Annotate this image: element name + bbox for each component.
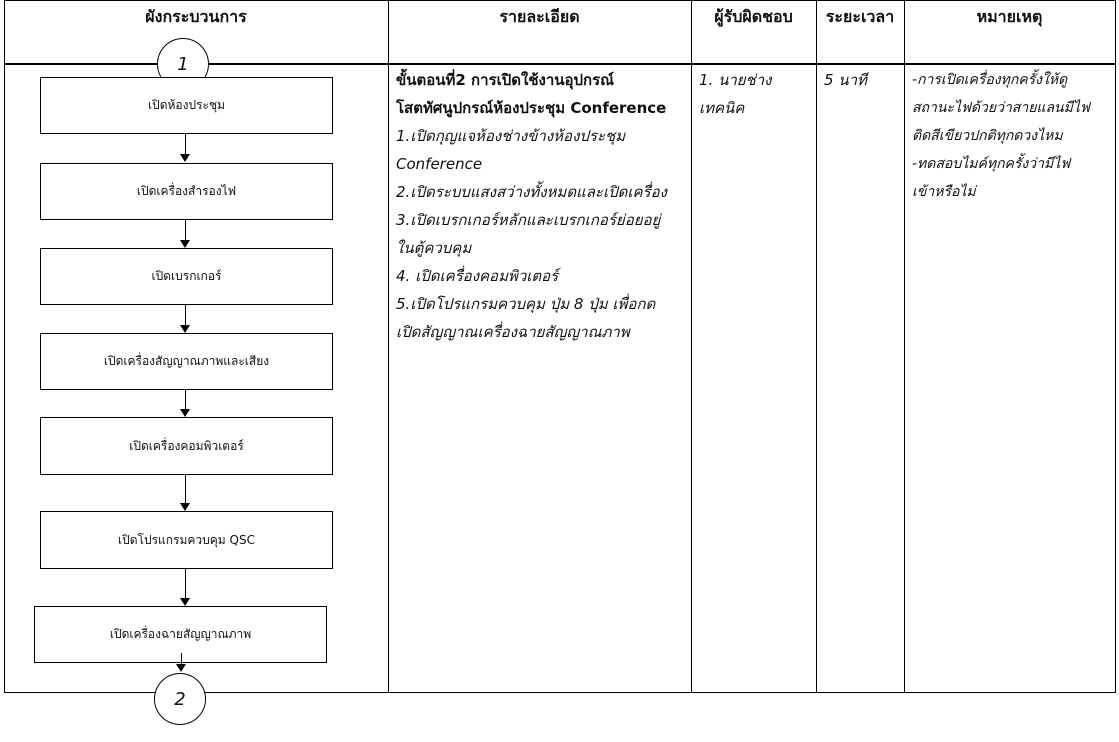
flow-step-3: เปิดเบรกเกอร์ bbox=[40, 248, 333, 305]
duration-cell bbox=[824, 66, 900, 94]
flow-arrow-2-line bbox=[185, 220, 186, 240]
flow-step-2: เปิดเครื่องสำรองไฟ bbox=[40, 163, 333, 220]
detail-line-5: ในตู้ควบคุม bbox=[396, 239, 472, 257]
flow-arrow-4-line bbox=[185, 390, 186, 409]
responsible-cell bbox=[699, 66, 811, 122]
flow-arrow-1-line bbox=[185, 134, 186, 154]
flow-step-7: เปิดเครื่องฉายสัญญาณภาพ bbox=[34, 606, 327, 663]
detail-line-7: 5.เปิดโปรแกรมควบคุม ปุ่ม 8 ปุ่ม เพื่อกด bbox=[396, 295, 656, 313]
flow-step-6: เปิดโปรแกรมควบคุม QSC bbox=[40, 511, 333, 569]
col-divider-4 bbox=[904, 0, 905, 693]
flow-arrow-1-head bbox=[180, 154, 190, 162]
start-connector: 1 bbox=[157, 38, 209, 90]
header-responsible: ผู้รับผิดชอบ bbox=[714, 7, 793, 26]
remarks-line-1: -การเปิดเครื่องทุกครั้งให้ดู bbox=[912, 72, 1068, 88]
detail-line-1: 1.เปิดกุญแจห้องช่างข้างห้องประชุม bbox=[396, 127, 626, 145]
remarks-line-2: สถานะไฟด้วยว่าสายแลนมีไฟ bbox=[912, 100, 1090, 116]
detail-line-4: 3.เปิดเบรกเกอร์หลักและเบรกเกอร์ย่อยอยู่ bbox=[396, 211, 661, 229]
flow-arrow-4-head bbox=[180, 409, 190, 417]
responsible-line2: เทคนิค bbox=[699, 99, 745, 117]
duration-value: 5 นาที bbox=[824, 71, 867, 89]
table-right-border bbox=[1115, 0, 1116, 693]
detail-heading-line1: ขั้นตอนที่2 การเปิดใช้งานอุปกรณ์ bbox=[396, 71, 615, 89]
remarks-line-5: เข้าหรือไม่ bbox=[912, 184, 976, 200]
detail-cell bbox=[396, 66, 688, 346]
flow-arrow-7-head bbox=[176, 664, 186, 672]
header-flowchart: ผังกระบวนการ bbox=[145, 7, 247, 26]
detail-line-2: Conference bbox=[396, 155, 483, 173]
flow-arrow-3-line bbox=[185, 305, 186, 325]
flow-arrow-3-head bbox=[180, 325, 190, 333]
detail-heading-line2: โสตทัศนูปกรณ์ห้องประชุม Conference bbox=[396, 99, 667, 117]
remarks-line-4: -ทดสอบไมค์ทุกครั้งว่ามีไฟ bbox=[912, 156, 1071, 172]
table-top-border bbox=[4, 0, 1116, 1]
flow-arrow-5-head bbox=[180, 503, 190, 511]
responsible-line1: 1. นายช่าง bbox=[699, 71, 772, 89]
flow-arrow-5-line bbox=[185, 475, 186, 503]
col-divider-2 bbox=[691, 0, 692, 693]
flow-arrow-6-head bbox=[180, 598, 190, 606]
header-remarks: หมายเหตุ bbox=[976, 7, 1043, 26]
remarks-line-3: ติดสีเขียวปกติทุกดวงไหม bbox=[912, 128, 1063, 144]
flow-step-1: เปิดห้องประชุม bbox=[40, 77, 333, 134]
table-left-border bbox=[4, 0, 5, 693]
flow-arrow-6-line bbox=[185, 569, 186, 598]
detail-line-6: 4. เปิดเครื่องคอมพิวเตอร์ bbox=[396, 267, 559, 285]
col-divider-3 bbox=[816, 0, 817, 693]
header-duration: ระยะเวลา bbox=[825, 7, 895, 26]
end-connector: 2 bbox=[154, 673, 206, 725]
detail-line-3: 2.เปิดระบบแสงสว่างทั้งหมดและเปิดเครื่อง bbox=[396, 183, 667, 201]
flow-step-5: เปิดเครื่องคอมพิวเตอร์ bbox=[40, 417, 333, 475]
detail-line-8: เปิดสัญญาณเครื่องฉายสัญญาณภาพ bbox=[396, 323, 630, 341]
col-divider-1 bbox=[388, 0, 389, 693]
flow-arrow-2-head bbox=[180, 240, 190, 248]
flow-step-4: เปิดเครื่องสัญญาณภาพและเสียง bbox=[40, 333, 333, 390]
header-detail: รายละเอียด bbox=[499, 7, 580, 26]
remarks-cell bbox=[912, 66, 1112, 206]
